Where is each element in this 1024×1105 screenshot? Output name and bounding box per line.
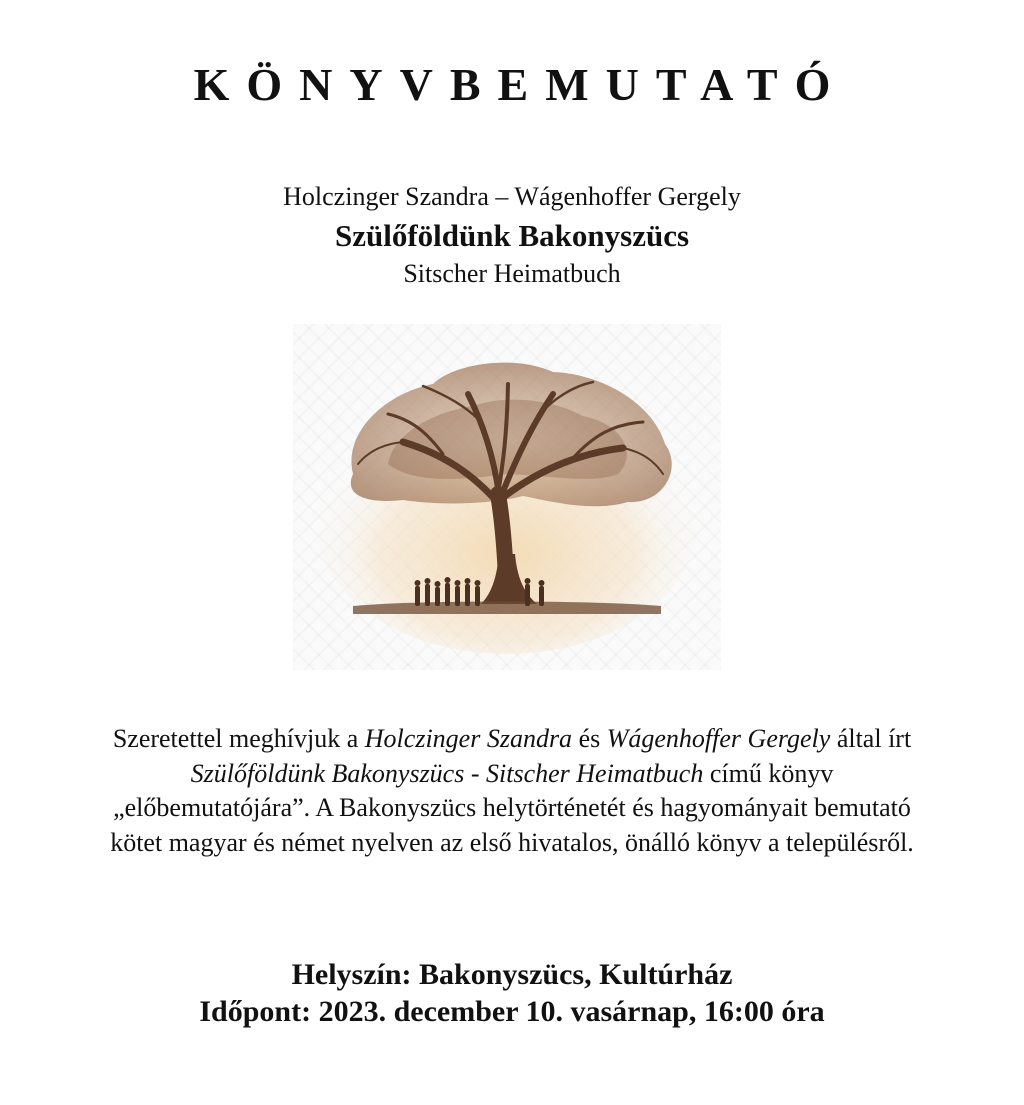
- invitation-book-ref: Szülőföldünk Bakonyszücs - Sitscher Heimatbuch: [190, 758, 704, 788]
- invitation-part1: Szeretettel meghívjuk a: [112, 724, 365, 753]
- event-datetime: Időpont: 2023. december 10. vasárnap, 16:00 óra: [199, 995, 825, 1028]
- invitation-part2: és: [572, 724, 607, 753]
- event-location: Helyszín: Bakonyszücs, Kultúrház: [291, 958, 733, 991]
- headline: KÖNYVBEMUTATÓ: [193, 59, 848, 110]
- invitation-text: [100, 722, 924, 860]
- invitation-author2: Wágenhoffer Gergely: [606, 724, 831, 753]
- book-subtitle: Sitscher Heimatbuch: [403, 259, 621, 288]
- invitation-author1: Holczinger Szandra: [364, 724, 573, 753]
- tree-icon: [293, 324, 721, 670]
- book-title: Szülőföldünk Bakonyszücs: [334, 218, 690, 253]
- invitation-part4: című könyv „előbemutatójára”. A Bakonyszücs helytörténetét és hagyományait bemutató kötet magyar és német nyelven az első hivatalos, önálló könyv a településről.: [110, 758, 914, 857]
- book-authors: Holczinger Szandra – Wágenhoffer Gergely: [283, 182, 741, 211]
- cover-illustration: [293, 324, 721, 670]
- event-details: [0, 956, 1024, 1030]
- invitation-part3: által írt: [830, 724, 912, 753]
